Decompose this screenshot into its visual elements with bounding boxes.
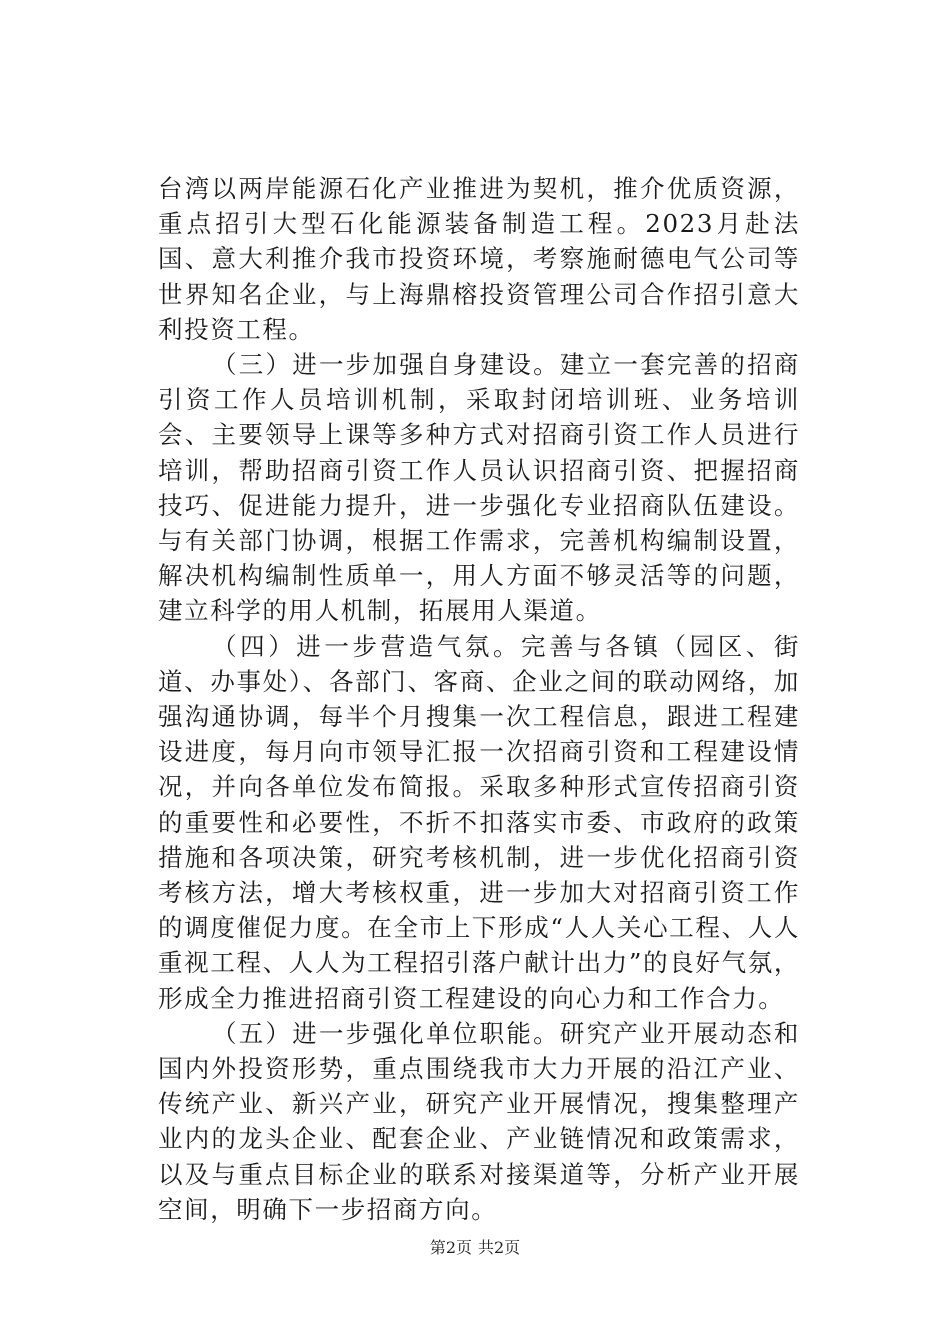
page-number: 第2页 <box>429 1238 472 1257</box>
page-footer <box>0 1238 950 1258</box>
paragraph-section-4: （四）进一步营造气氛。完善与各镇（园区、街道、办事处）、各部门、客商、企业之间的联动网络，加强沟通协调，每半个月搜集一次工程信息，跟进工程建设进度，每月向市领导汇报一次招商引资和工程建设情况，并向各单位发布简报。采取多种形式宣传招商引资的重要性和必要性，不折不扣落实市委、市政府的政策措施和各项决策，研究考核机制，进一步优化招商引资考核方法，增大考核权重，进一步加大对招商引资工作的调度催促力度。在全市上下形成“人人关心工程、人人重视工程、人人为工程招引落户献计出力”的良好气氛，形成全力推进招商引资工程建设的向心力和工作合力。 <box>158 631 800 1013</box>
document-body <box>158 171 800 1227</box>
page-total: 共2页 <box>478 1238 521 1257</box>
paragraph-section-3: （三）进一步加强自身建设。建立一套完善的招商引资工作人员培训机制，采取封闭培训班、业务培训会、主要领导上课等多种方式对招商引资工作人员进行培训，帮助招商引资工作人员认识招商引资、把握招商技巧、促进能力提升，进一步强化专业招商队伍建设。与有关部门协调，根据工作需求，完善机构编制设置，解决机构编制性质单一，用人方面不够灵活等的问题，建立科学的用人机制，拓展用人渠道。 <box>158 350 800 626</box>
paragraph-continuation: 台湾以两岸能源石化产业推进为契机，推介优质资源，重点招引大型石化能源装备制造工程。2023月赴法国、意大利推介我市投资环境，考察施耐德电气公司等世界知名企业，与上海鼎榕投资管理公司合作招引意大利投资工程。 <box>158 174 800 344</box>
paragraph-section-5: （五）进一步强化单位职能。研究产业开展动态和国内外投资形势，重点围绕我市大力开展的沿江产业、传统产业、新兴产业，研究产业开展情况，搜集整理产业内的龙头企业、配套企业、产业链情况和政策需求，以及与重点目标企业的联系对接渠道等，分析产业开展空间，明确下一步招商方向。 <box>158 1018 800 1224</box>
